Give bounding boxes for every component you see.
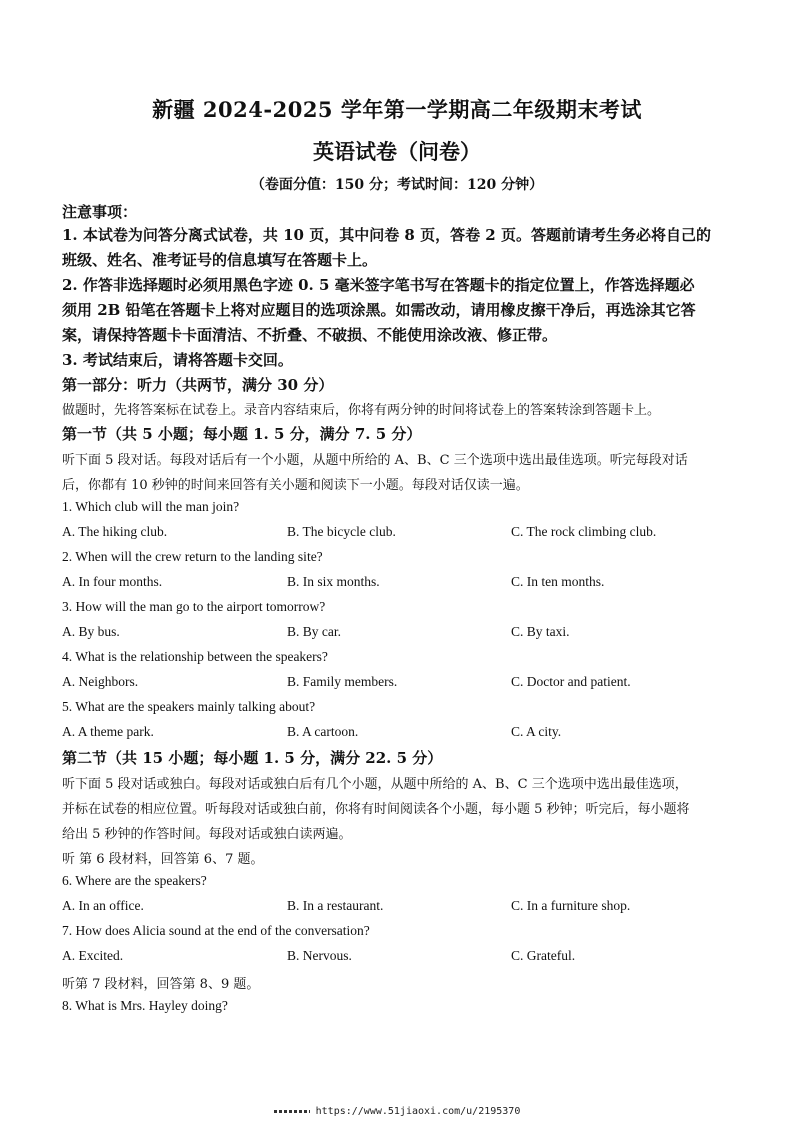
exam-subtitle: 英语试卷（问卷）: [313, 139, 481, 164]
notice-line: 班级、姓名、准考证号的信息填写在答题卡上。: [62, 251, 378, 269]
option-c: C. Grateful.: [511, 948, 576, 963]
exam-title: 新疆 2024-2025 学年第一学期高二年级期末考试: [152, 97, 642, 122]
question-2: 2. When will the crew return to the landing site?: [62, 549, 323, 564]
option-b: B. A cartoon.: [287, 724, 359, 739]
part1-instruction: 做题时，先将答案标在试卷上。录音内容结束后，你将有两分钟的时间将试卷上的答案转涂到答题卡上。: [62, 403, 661, 418]
option-b: B. Nervous.: [287, 948, 352, 963]
watermark-icon: [274, 1110, 310, 1113]
section1-heading: 第一节（共 5 小题；每小题 1. 5 分，满分 7. 5 分）: [62, 425, 422, 443]
options-row: [62, 674, 742, 692]
option-b: B. By car.: [287, 624, 341, 639]
option-a: A. By bus.: [62, 624, 120, 639]
question-3: 3. How will the man go to the airport tomorrow?: [62, 599, 326, 614]
question-4: 4. What is the relationship between the speakers?: [62, 649, 328, 664]
option-b: B. In a restaurant.: [287, 898, 384, 913]
question-7: 7. How does Alicia sound at the end of the conversation?: [62, 923, 370, 938]
notice-line: 须用 2B 铅笔在答题卡上将对应题目的选项涂黑。如需改动，请用橡皮擦干净后，再选涂其它答: [62, 301, 696, 319]
notice-line: 2. 作答非选择题时必须用黑色字迹 0. 5 毫米签字笔书写在答题卡的指定位置上，作答选择题必: [62, 276, 695, 294]
notice-line: 1. 本试卷为问答分离式试卷，共 10 页，其中问卷 8 页，答卷 2 页。答题前请考生务必将自己的: [62, 226, 711, 244]
options-row: [62, 898, 742, 916]
section2-instruction: 听下面 5 段对话或独白。每段对话或独白后有几个小题，从题中所给的 A、B、C 三个选项中选出最佳选项，: [62, 777, 688, 792]
section2-instruction: 并标在试卷的相应位置。听每段对话或独白前，你将有时间阅读各个小题，每小题 5 秒钟；听完后，每小题将: [62, 802, 690, 817]
options-row: [62, 948, 742, 966]
notice-heading: 注意事项：: [62, 203, 138, 221]
option-a: A. A theme park.: [62, 724, 154, 739]
question-6: 6. Where are the speakers?: [62, 873, 207, 888]
notice-line: 案，请保持答题卡卡面清洁、不折叠、不破损、不能使用涂改液、修正带。: [62, 326, 558, 344]
option-a: A. In four months.: [62, 574, 163, 589]
option-c: C. In ten months.: [511, 574, 605, 589]
section2-heading: 第二节（共 15 小题；每小题 1. 5 分，满分 22. 5 分）: [62, 749, 443, 767]
options-row: [62, 624, 742, 642]
option-a: A. Excited.: [62, 948, 124, 963]
option-a: A. Neighbors.: [62, 674, 139, 689]
options-row: [62, 574, 742, 592]
option-c: C. The rock climbing club.: [511, 524, 657, 539]
notice-line: 3. 考试结束后，请将答题卡交回。: [62, 351, 293, 369]
question-1: 1. Which club will the man join?: [62, 499, 240, 514]
option-a: A. The hiking club.: [62, 524, 168, 539]
footer-url-text[interactable]: https://www.51jiaoxi.com/u/2195370: [315, 1106, 521, 1117]
section1-instruction: 听下面 5 段对话。每段对话后有一个小题，从题中所给的 A、B、C 三个选项中选出最佳选项。听完每段对话: [62, 453, 688, 468]
material-7-note: 听第 7 段材料，回答第 8、9 题。: [62, 977, 260, 992]
question-8: 8. What is Mrs. Hayley doing?: [62, 998, 228, 1013]
question-5: 5. What are the speakers mainly talking about?: [62, 699, 316, 714]
footer-url[interactable]: [0, 1106, 794, 1117]
option-b: B. In six months.: [287, 574, 380, 589]
exam-info: （卷面分值：150 分；考试时间：120 分钟）: [250, 177, 544, 193]
option-a: A. In an office.: [62, 898, 144, 913]
options-row: [62, 724, 742, 742]
section1-instruction: 后，你都有 10 秒钟的时间来回答有关小题和阅读下一小题。每段对话仅读一遍。: [62, 478, 529, 493]
option-c: C. Doctor and patient.: [511, 674, 631, 689]
part1-heading: 第一部分：听力（共两节，满分 30 分）: [62, 376, 334, 394]
option-c: C. In a furniture shop.: [511, 898, 631, 913]
section2-instruction: 给出 5 秒钟的作答时间。每段对话或独白读两遍。: [62, 827, 352, 842]
options-row: [62, 524, 742, 542]
option-b: B. The bicycle club.: [287, 524, 396, 539]
option-b: B. Family members.: [287, 674, 398, 689]
option-c: C. A city.: [511, 724, 562, 739]
material-6-note: 听 第 6 段材料，回答第 6、7 题。: [62, 852, 264, 867]
option-c: C. By taxi.: [511, 624, 570, 639]
